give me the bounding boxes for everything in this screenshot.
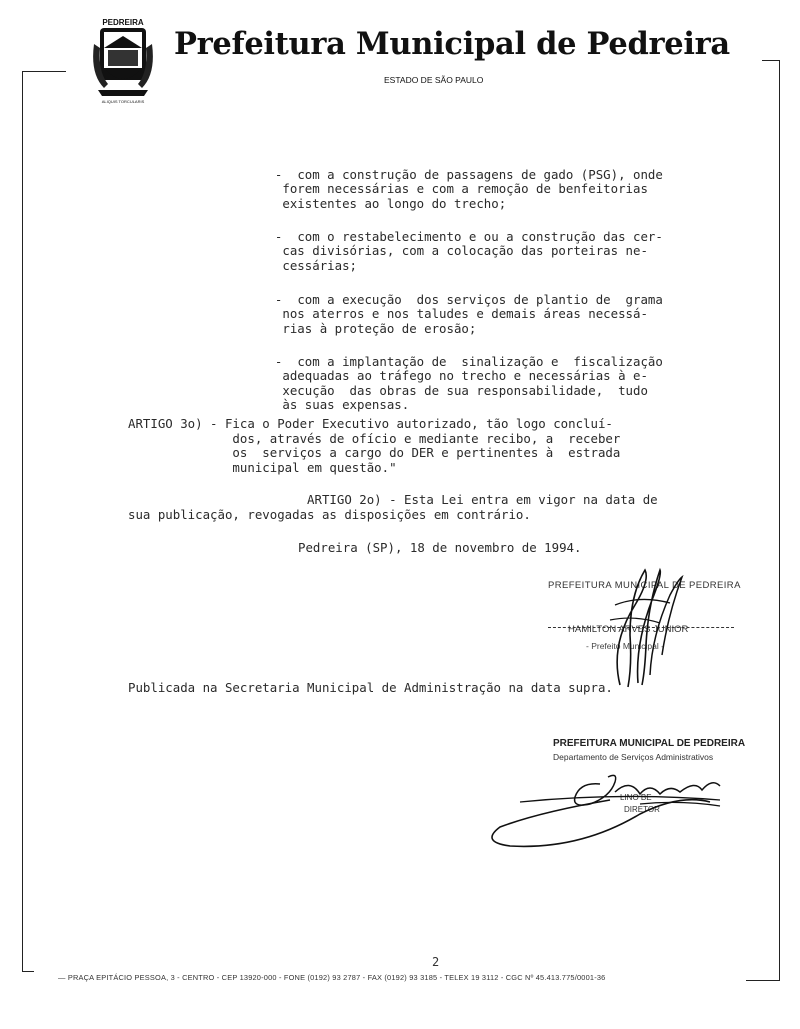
item-line: xecução das obras de sua responsabilidade, tudo <box>282 382 648 398</box>
mayor-signature-icon <box>590 565 690 690</box>
item-line: nos aterros e nos taludes e demais áreas necessá- <box>282 306 648 322</box>
stamp-name: LINO BE <box>620 793 652 802</box>
mayor-role: - Prefeito Municipal - <box>586 641 664 651</box>
list-item <box>260 278 663 336</box>
state-label: ESTADO DE SÃO PAULO <box>384 75 484 85</box>
svg-text:PEDREIRA: PEDREIRA <box>102 18 144 27</box>
list-item <box>260 340 663 413</box>
item-line: cessárias; <box>282 257 357 273</box>
article-line: ARTIGO 2o) - Esta Lei entra em vigor na data de <box>128 492 658 507</box>
stamp-title: PREFEITURA MUNICIPAL DE PEDREIRA <box>553 738 746 749</box>
svg-text:ALIQUIS TORCULARIS: ALIQUIS TORCULARIS <box>101 99 145 104</box>
list-item <box>260 215 663 273</box>
frame-line-left <box>22 71 23 971</box>
item-dash: - <box>274 291 283 307</box>
frame-line-bottom-right <box>746 980 780 981</box>
article-line: os serviços a cargo do DER e pertinentes à estrada <box>128 445 621 461</box>
frame-line-bottom-left <box>22 971 34 972</box>
item-dash: - <box>274 353 283 369</box>
article-line: dos, através de ofício e mediante recibo, a receber <box>128 430 621 446</box>
city-crest-icon <box>92 14 154 104</box>
page-number: 2 <box>432 955 440 969</box>
item-line: com a execução dos serviços de plantio de grama <box>297 291 663 307</box>
item-line: com o restabelecimento e ou a construção das cer- <box>297 228 663 244</box>
article-line: municipal em questão." <box>128 459 397 475</box>
item-dash: - <box>274 166 283 182</box>
item-line: às suas expensas. <box>282 397 410 413</box>
article-line: sua publicação, revogadas as disposições em contrário. <box>128 506 531 522</box>
item-line: existentes ao longo do trecho; <box>282 195 507 211</box>
frame-line-right <box>779 60 780 980</box>
list-item <box>260 153 663 211</box>
item-line: cas divisórias, com a colocação das porteiras ne- <box>282 243 648 259</box>
item-line: rias à proteção de erosão; <box>282 320 477 336</box>
municipality-label: PREFEITURA MUNICIPAL DE PEDREIRA <box>548 580 741 591</box>
item-line: adequadas ao tráfego no trecho e necessárias à e- <box>282 368 648 384</box>
frame-line-top-left <box>22 71 66 72</box>
stamp-department: Departamento de Serviços Administrativos <box>553 752 714 762</box>
item-line: forem necessárias e com a remoção de benfeitorias <box>282 181 648 197</box>
director-signature-icon <box>480 742 740 852</box>
document-date: Pedreira (SP), 18 de novembro de 1994. <box>298 540 582 555</box>
page-title: Prefeitura Municipal de Pedreira <box>174 26 730 62</box>
mayor-name: HAMILTON ARVES JUNIOR <box>568 624 689 635</box>
item-dash: - <box>274 228 283 244</box>
footer-address: — PRAÇA EPITÁCIO PESSOA, 3 - CENTRO - CEP 13920-000 - FONE (0192) 93 2787 - FAX (0192) 93 3185 - TELEX 19 3112 - CGC Nº 45.413.775/0001-36 <box>58 973 606 982</box>
article-2 <box>128 493 658 522</box>
publication-note: Publicada na Secretaria Municipal de Administração na data supra. <box>128 680 613 695</box>
stamp-role: DIRETOR <box>624 805 660 814</box>
article-line: ARTIGO 3o) - Fica o Poder Executivo autorizado, tão logo concluí- <box>128 416 613 431</box>
item-line: com a construção de passagens de gado (PSG), onde <box>297 166 663 182</box>
frame-line-top-right <box>762 60 780 61</box>
article-3 <box>128 417 620 475</box>
item-line: com a implantação de sinalização e fiscalização <box>297 353 663 369</box>
